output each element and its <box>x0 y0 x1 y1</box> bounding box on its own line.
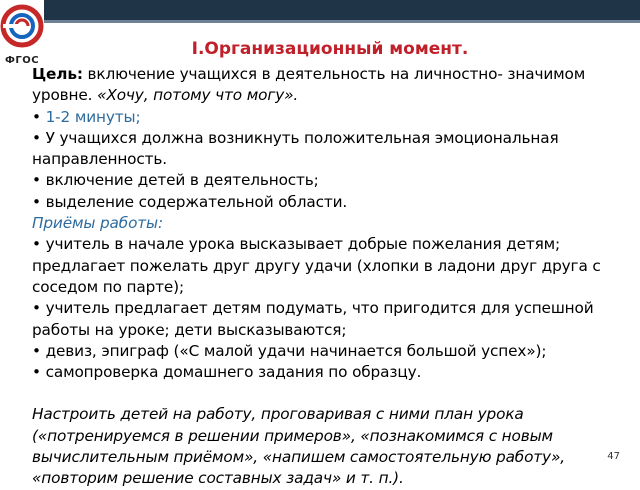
slide-title: I.Организационный момент. <box>191 39 469 59</box>
slide-content <box>32 64 628 490</box>
goal-quote: «Хочу, потому что могу». <box>97 86 299 105</box>
bullet-item: • включение детей в деятельность; <box>32 171 319 190</box>
bullet-item: • 1-2 минуты; <box>32 107 141 126</box>
fgos-logo <box>0 0 48 72</box>
methods-heading: Приёмы работы: <box>32 214 163 233</box>
method-item: • девиз, эпиграф («С малой удачи начинается большой успех»); <box>32 341 547 360</box>
bullet-item: • выделение содержательной области. <box>32 192 348 211</box>
closing-paragraph: Настроить детей на работу, проговаривая с ними план урока («потренируемся в решении примеров», «познакомимся с новым вычислительным приёмом», «напишем самостоятельную работу», «повторим решение составных задач» и т. п.). <box>32 405 565 488</box>
bullet-item: • У учащихся должна возникнуть положительная эмоциональная направленность. <box>32 128 559 169</box>
method-item: • учитель в начале урока высказывает добрые пожелания детям; предлагает пожелать друг другу удачи (хлопки в ладони друг друга с соседом по парте); <box>32 235 601 296</box>
header-bar <box>44 0 640 23</box>
goal-label: Цель: <box>32 65 83 83</box>
method-item: • самопроверка домашнего задания по образцу. <box>32 363 422 382</box>
spacer <box>32 383 628 404</box>
goal-paragraph <box>32 64 628 107</box>
method-item: • учитель предлагает детям подумать, что пригодится для успешной работы на уроке; дети высказываются; <box>32 299 594 339</box>
page-number: 47 <box>607 451 620 462</box>
logo-label: ФГОС <box>5 55 40 66</box>
goal-text: включение учащихся в деятельность на личностно- значимом уровне. <box>32 65 586 105</box>
